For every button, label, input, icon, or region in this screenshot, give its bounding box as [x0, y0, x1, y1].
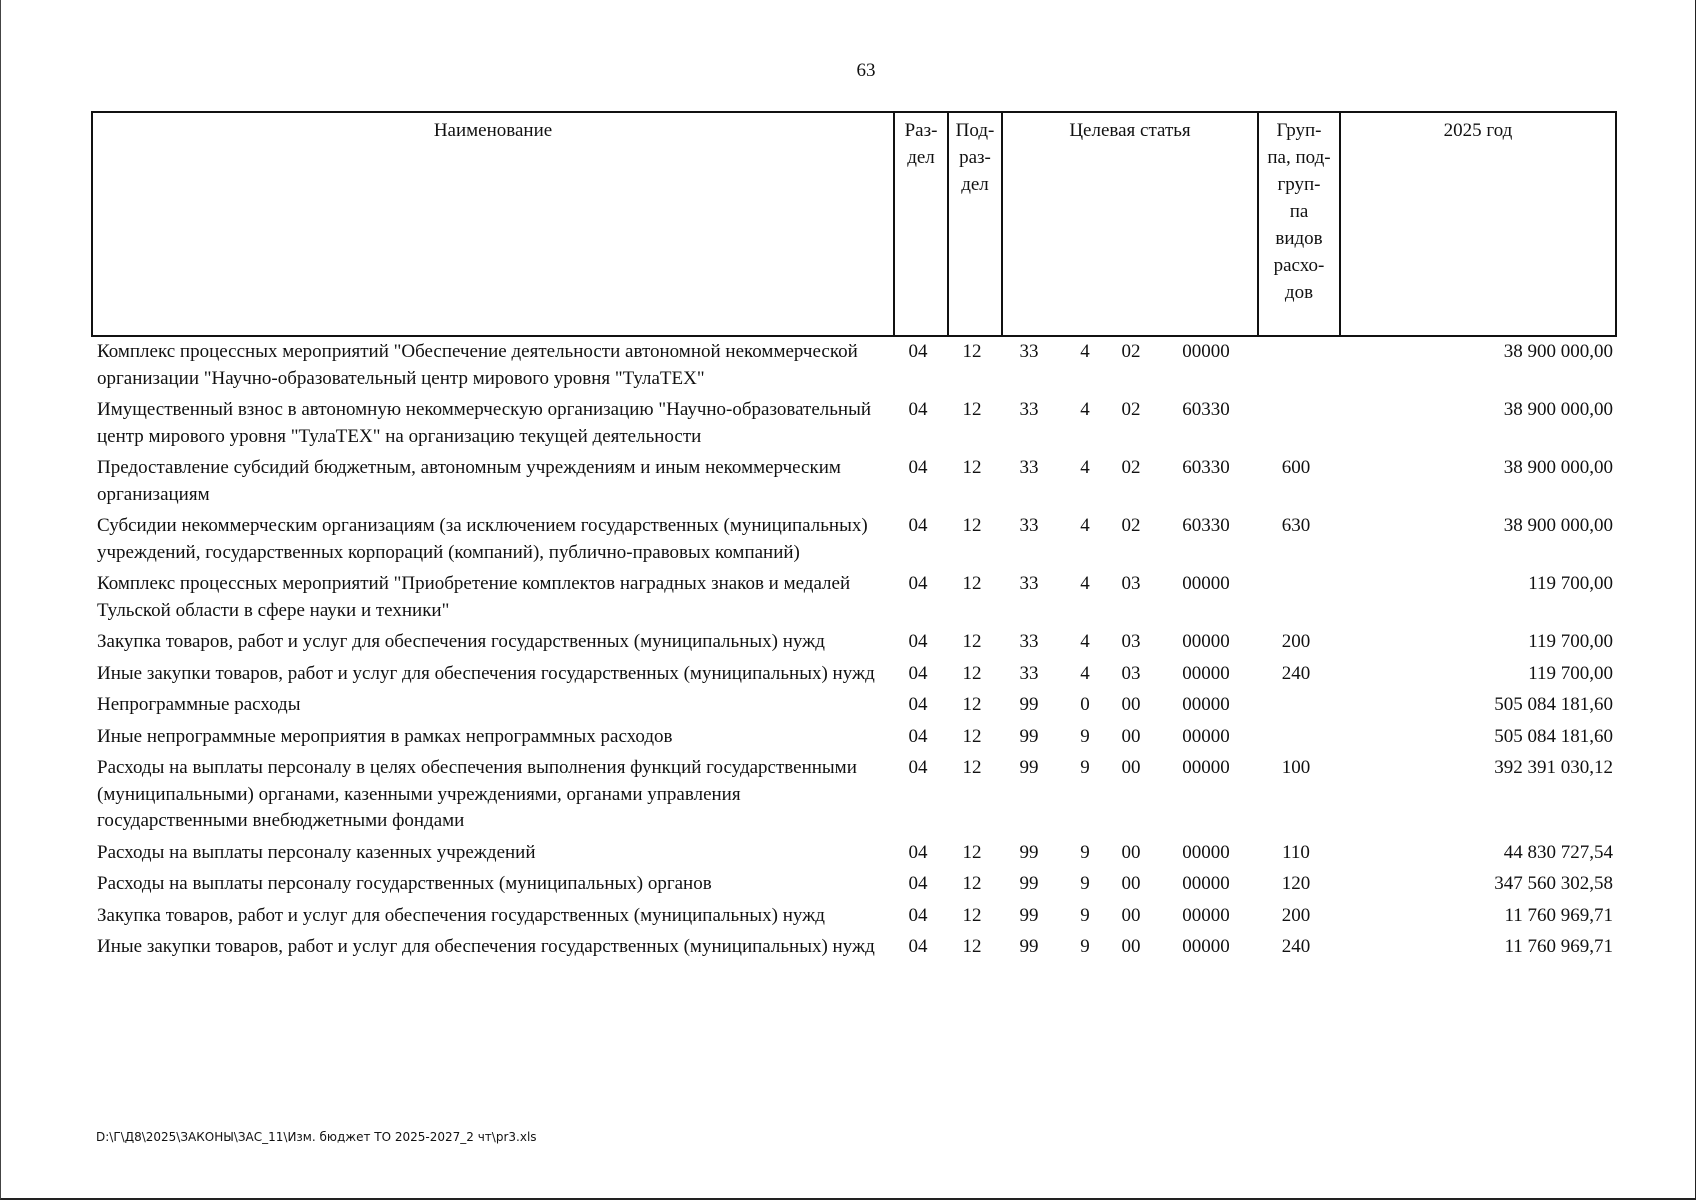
cell-target-direction: 00000 [1182, 904, 1230, 926]
cell-razdel: 04 [908, 662, 928, 684]
cell-expense-group: 240 [1281, 662, 1311, 684]
cell-target-structure: 00 [1121, 725, 1141, 747]
cell-target-type: 4 [1080, 399, 1090, 420]
cell-target-direction: 00000 [1182, 631, 1230, 652]
cell-razdel: 04 [908, 841, 928, 863]
cell-razdel: 04 [908, 725, 928, 747]
cell-target-direction: 00000 [1182, 873, 1230, 894]
cell-razdel: 04 [908, 694, 928, 715]
cell-amount-2025: 38 900 000,00 [1503, 341, 1613, 362]
cell-name: Закупка товаров, работ и услуг для обеспечения государственных (муниципальных) нужд [97, 631, 825, 652]
cell-amount-2025: 38 900 000,00 [1503, 457, 1613, 478]
cell-expense-group: 200 [1281, 631, 1311, 652]
cell-podrazdel: 12 [962, 904, 982, 926]
cell-podrazdel: 12 [962, 457, 982, 478]
table-row [91, 659, 1617, 691]
table-row [91, 511, 1617, 569]
cell-podrazdel: 12 [962, 873, 982, 894]
cell-razdel: 04 [908, 457, 928, 478]
cell-target-structure: 03 [1121, 631, 1141, 652]
cell-target-structure: 03 [1121, 573, 1141, 594]
cell-name: Иные закупки товаров, работ и услуг для обеспечения государственных (муниципальных) нужд [97, 936, 875, 957]
table-row [91, 838, 1617, 870]
header-podrazdel: Под- раз- дел [947, 113, 1001, 335]
table-body [91, 337, 1617, 964]
cell-podrazdel: 12 [962, 631, 982, 652]
cell-target-program: 99 [1019, 936, 1039, 957]
cell-target-type: 4 [1080, 515, 1090, 536]
header-expense-group: Груп- па, под- груп- па видов расхо- дов [1257, 113, 1339, 335]
cell-target-structure: 00 [1121, 757, 1141, 778]
cell-target-type: 9 [1080, 904, 1090, 926]
cell-amount-2025: 505 084 181,60 [1494, 694, 1613, 715]
cell-podrazdel: 12 [962, 573, 982, 594]
cell-name: Субсидии некоммерческим организациям (за исключением государственных (муниципальных) учреждений, государственных корпораций (компаний), публично-правовых компаний) [97, 515, 868, 563]
cell-podrazdel: 12 [962, 936, 982, 957]
cell-podrazdel: 12 [962, 399, 982, 420]
cell-target-direction: 00000 [1182, 662, 1230, 684]
cell-target-structure: 00 [1121, 904, 1141, 926]
cell-target-structure: 02 [1121, 341, 1141, 362]
cell-target-type: 9 [1080, 725, 1090, 747]
table-row [91, 627, 1617, 659]
cell-target-structure: 00 [1121, 694, 1141, 715]
cell-target-program: 33 [1019, 515, 1039, 536]
cell-expense-group: 600 [1281, 457, 1311, 478]
cell-razdel: 04 [908, 399, 928, 420]
cell-expense-group: 240 [1281, 936, 1311, 957]
table-row [91, 869, 1617, 901]
cell-target-type: 9 [1080, 873, 1090, 894]
cell-razdel: 04 [908, 936, 928, 957]
cell-expense-group: 100 [1281, 757, 1311, 778]
cell-target-program: 33 [1019, 341, 1039, 362]
table-row [91, 753, 1617, 838]
cell-name: Расходы на выплаты персоналу казенных учреждений [97, 841, 536, 863]
cell-amount-2025: 505 084 181,60 [1494, 725, 1613, 747]
cell-name: Иные закупки товаров, работ и услуг для обеспечения государственных (муниципальных) нужд [97, 662, 875, 684]
cell-amount-2025: 38 900 000,00 [1503, 399, 1613, 420]
cell-target-program: 99 [1019, 841, 1039, 863]
cell-target-direction: 00000 [1182, 841, 1230, 863]
cell-name: Комплекс процессных мероприятий "Приобретение комплектов наградных знаков и медалей Тульской области в сфере науки и техники" [97, 573, 851, 621]
cell-target-program: 99 [1019, 757, 1039, 778]
cell-target-type: 4 [1080, 457, 1090, 478]
cell-name: Имущественный взнос в автономную некоммерческую организацию "Научно-образовательный центр мирового уровня "ТулаТЕХ" на организацию текущей деятельности [97, 399, 872, 447]
cell-amount-2025: 347 560 302,58 [1494, 873, 1613, 894]
cell-target-structure: 02 [1121, 399, 1141, 420]
cell-target-type: 4 [1080, 662, 1090, 684]
cell-target-structure: 02 [1121, 457, 1141, 478]
cell-amount-2025: 44 830 727,54 [1503, 841, 1613, 863]
page-number: 63 [856, 60, 876, 81]
cell-amount-2025: 11 760 969,71 [1504, 904, 1613, 926]
cell-amount-2025: 119 700,00 [1528, 573, 1613, 594]
cell-podrazdel: 12 [962, 841, 982, 863]
cell-razdel: 04 [908, 515, 928, 536]
cell-name: Комплекс процессных мероприятий "Обеспечение деятельности автономной некоммерческой организации "Научно-образовательный центр мирового уровня "ТулаТЕХ" [97, 341, 858, 389]
cell-target-type: 4 [1080, 341, 1090, 362]
cell-razdel: 04 [908, 873, 928, 894]
cell-podrazdel: 12 [962, 662, 982, 684]
cell-name: Расходы на выплаты персоналу государственных (муниципальных) органов [97, 873, 712, 894]
cell-target-structure: 00 [1121, 841, 1141, 863]
cell-razdel: 04 [908, 573, 928, 594]
cell-target-structure: 00 [1121, 873, 1141, 894]
cell-name: Иные непрограммные мероприятия в рамках непрограммных расходов [97, 725, 673, 747]
cell-expense-group: 630 [1281, 515, 1311, 536]
cell-razdel: 04 [908, 341, 928, 362]
cell-target-program: 33 [1019, 573, 1039, 594]
cell-razdel: 04 [908, 904, 928, 926]
cell-target-direction: 00000 [1182, 573, 1230, 594]
cell-razdel: 04 [908, 757, 928, 778]
cell-target-structure: 02 [1121, 515, 1141, 536]
cell-target-direction: 60330 [1182, 515, 1230, 536]
header-target-article: Целевая статья [1001, 113, 1257, 335]
table-header [91, 111, 1617, 337]
cell-name: Непрограммные расходы [97, 694, 301, 715]
cell-name: Расходы на выплаты персоналу в целях обеспечения выполнения функций государственными (муниципальными) органами, казенными учреждениями, органами управления государственными внебюджетными фондами [97, 757, 857, 831]
table-row [91, 722, 1617, 754]
cell-expense-group: 110 [1282, 841, 1310, 863]
cell-target-type: 4 [1080, 631, 1090, 652]
cell-amount-2025: 38 900 000,00 [1503, 515, 1613, 536]
cell-target-program: 33 [1019, 631, 1039, 652]
cell-podrazdel: 12 [962, 341, 982, 362]
cell-target-direction: 00000 [1182, 725, 1230, 747]
cell-target-program: 33 [1019, 399, 1039, 420]
cell-expense-group: 200 [1281, 904, 1311, 926]
cell-podrazdel: 12 [962, 757, 982, 778]
cell-expense-group: 120 [1281, 873, 1311, 894]
cell-target-program: 33 [1019, 457, 1039, 478]
table-row [91, 932, 1617, 964]
cell-name: Закупка товаров, работ и услуг для обеспечения государственных (муниципальных) нужд [97, 904, 825, 926]
cell-amount-2025: 119 700,00 [1528, 631, 1613, 652]
cell-target-type: 4 [1080, 573, 1090, 594]
cell-razdel: 04 [908, 631, 928, 652]
cell-target-direction: 00000 [1182, 341, 1230, 362]
cell-target-direction: 00000 [1182, 936, 1230, 957]
cell-target-structure: 03 [1121, 662, 1141, 684]
cell-amount-2025: 392 391 030,12 [1494, 757, 1613, 778]
cell-target-program: 99 [1019, 873, 1039, 894]
cell-amount-2025: 119 700,00 [1528, 662, 1613, 684]
cell-target-type: 9 [1080, 936, 1090, 957]
cell-podrazdel: 12 [962, 694, 982, 715]
cell-target-program: 99 [1019, 725, 1039, 747]
cell-target-type: 0 [1080, 694, 1090, 715]
cell-podrazdel: 12 [962, 515, 982, 536]
cell-target-direction: 00000 [1182, 694, 1230, 715]
table-row [91, 901, 1617, 933]
header-razdel: Раз- дел [893, 113, 947, 335]
cell-target-program: 99 [1019, 694, 1039, 715]
cell-target-program: 33 [1019, 662, 1039, 684]
file-path-footer: D:\Г\Д8\2025\ЗАКОНЫ\ЗАС_11\Изм. бюджет ТО 2025-2027_2 чт\pr3.xls [96, 1130, 537, 1144]
cell-target-direction: 00000 [1182, 757, 1230, 778]
table-row [91, 569, 1617, 627]
cell-podrazdel: 12 [962, 725, 982, 747]
cell-target-type: 9 [1080, 757, 1090, 778]
cell-name: Предоставление субсидий бюджетным, автономным учреждениям и иным некоммерческим организациям [97, 457, 841, 505]
table-row [91, 690, 1617, 722]
cell-target-type: 9 [1080, 841, 1090, 863]
cell-amount-2025: 11 760 969,71 [1504, 936, 1613, 957]
cell-target-structure: 00 [1121, 936, 1141, 957]
cell-target-direction: 60330 [1182, 457, 1230, 478]
cell-target-program: 99 [1019, 904, 1039, 926]
table-row [91, 453, 1617, 511]
header-year-2025: 2025 год [1339, 113, 1615, 335]
cell-target-direction: 60330 [1182, 399, 1230, 420]
table-row [91, 395, 1617, 453]
header-name: Наименование [433, 120, 553, 141]
table-row [91, 337, 1617, 395]
